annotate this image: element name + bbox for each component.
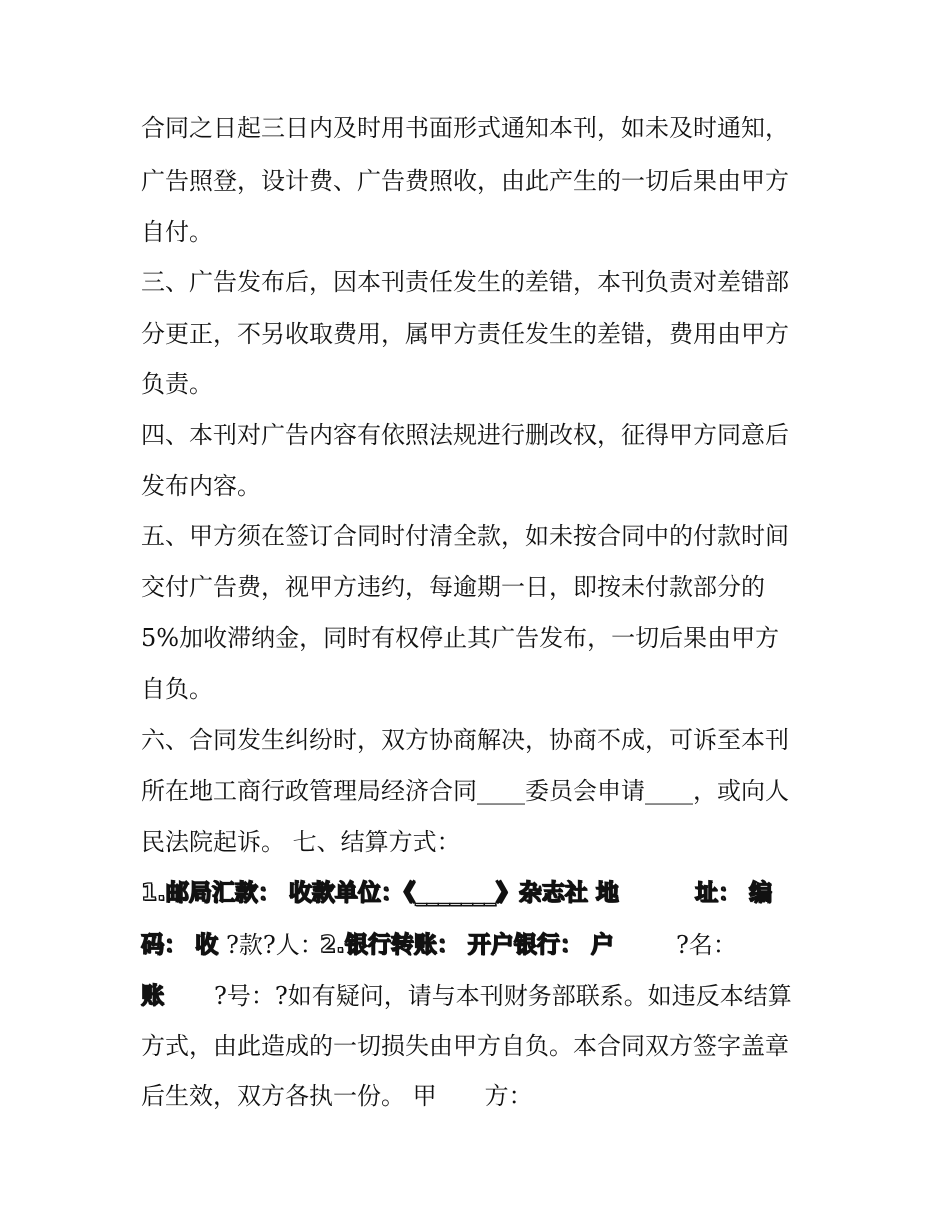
paragraph-line: 四、本刊对广告内容有依照法规进行删改权，征得甲方同意后 [141, 421, 789, 449]
settlement-account-name-label: ?名： [676, 931, 737, 959]
paragraph-line: 自付。 [141, 218, 213, 246]
settlement-bank-transfer: 2.银行转账： 开户银行： 户 [312, 932, 614, 958]
paragraph-line: 发布内容。 [141, 472, 261, 500]
paragraph-line: 负责。 [141, 370, 213, 398]
signature-line: 后生效，双方各执一份。 甲 方： [141, 1082, 533, 1110]
settlement-address-postcode: 址： 编 [695, 880, 773, 906]
settlement-account-label: 账 [141, 983, 164, 1009]
paragraph-line: 所在地工商行政管理局经济合同____委员会申请____，或向人 [141, 777, 789, 805]
paragraph-line: 民法院起诉。 七、结算方式： [141, 828, 461, 856]
paragraph-line: 广告照登，设计费、广告费照收，由此产生的一切后果由甲方 [141, 167, 789, 195]
settlement-postcode-payee: 码： 收 [141, 932, 219, 958]
settlement-payee-label: ?款?人： [226, 931, 324, 959]
paragraph-line: 交付广告费，视甲方违约，每逾期一日，即按未付款部分的 [141, 573, 765, 601]
paragraph-line: 六、合同发生纠纷时，双方协商解决，协商不成，可诉至本刊 [141, 726, 789, 754]
paragraph-line: 三、广告发布后，因本刊责任发生的差错，本刊负责对差错部 [141, 268, 789, 296]
settlement-postal-remit: 1.邮局汇款： 收款单位：《_______》杂志社 地 [141, 880, 619, 906]
paragraph-line: 自负。 [141, 675, 213, 703]
paragraph-line: 合同之日起三日内及时用书面形式通知本刊，如未及时通知， [141, 114, 789, 142]
paragraph-line: 5%加收滞纳金，同时有权停止其广告发布，一切后果由甲方 [141, 624, 780, 652]
settlement-account-number-line: ?号：?如有疑问，请与本刊财务部联系。如违反本结算 [214, 982, 792, 1010]
paragraph-line: 方式，由此造成的一切损失由甲方自负。本合同双方签字盖章 [141, 1032, 789, 1060]
paragraph-line: 五、甲方须在签订合同时付清全款，如未按合同中的付款时间 [141, 522, 789, 550]
paragraph-line: 分更正，不另收取费用，属甲方责任发生的差错，费用由甲方 [141, 320, 789, 348]
